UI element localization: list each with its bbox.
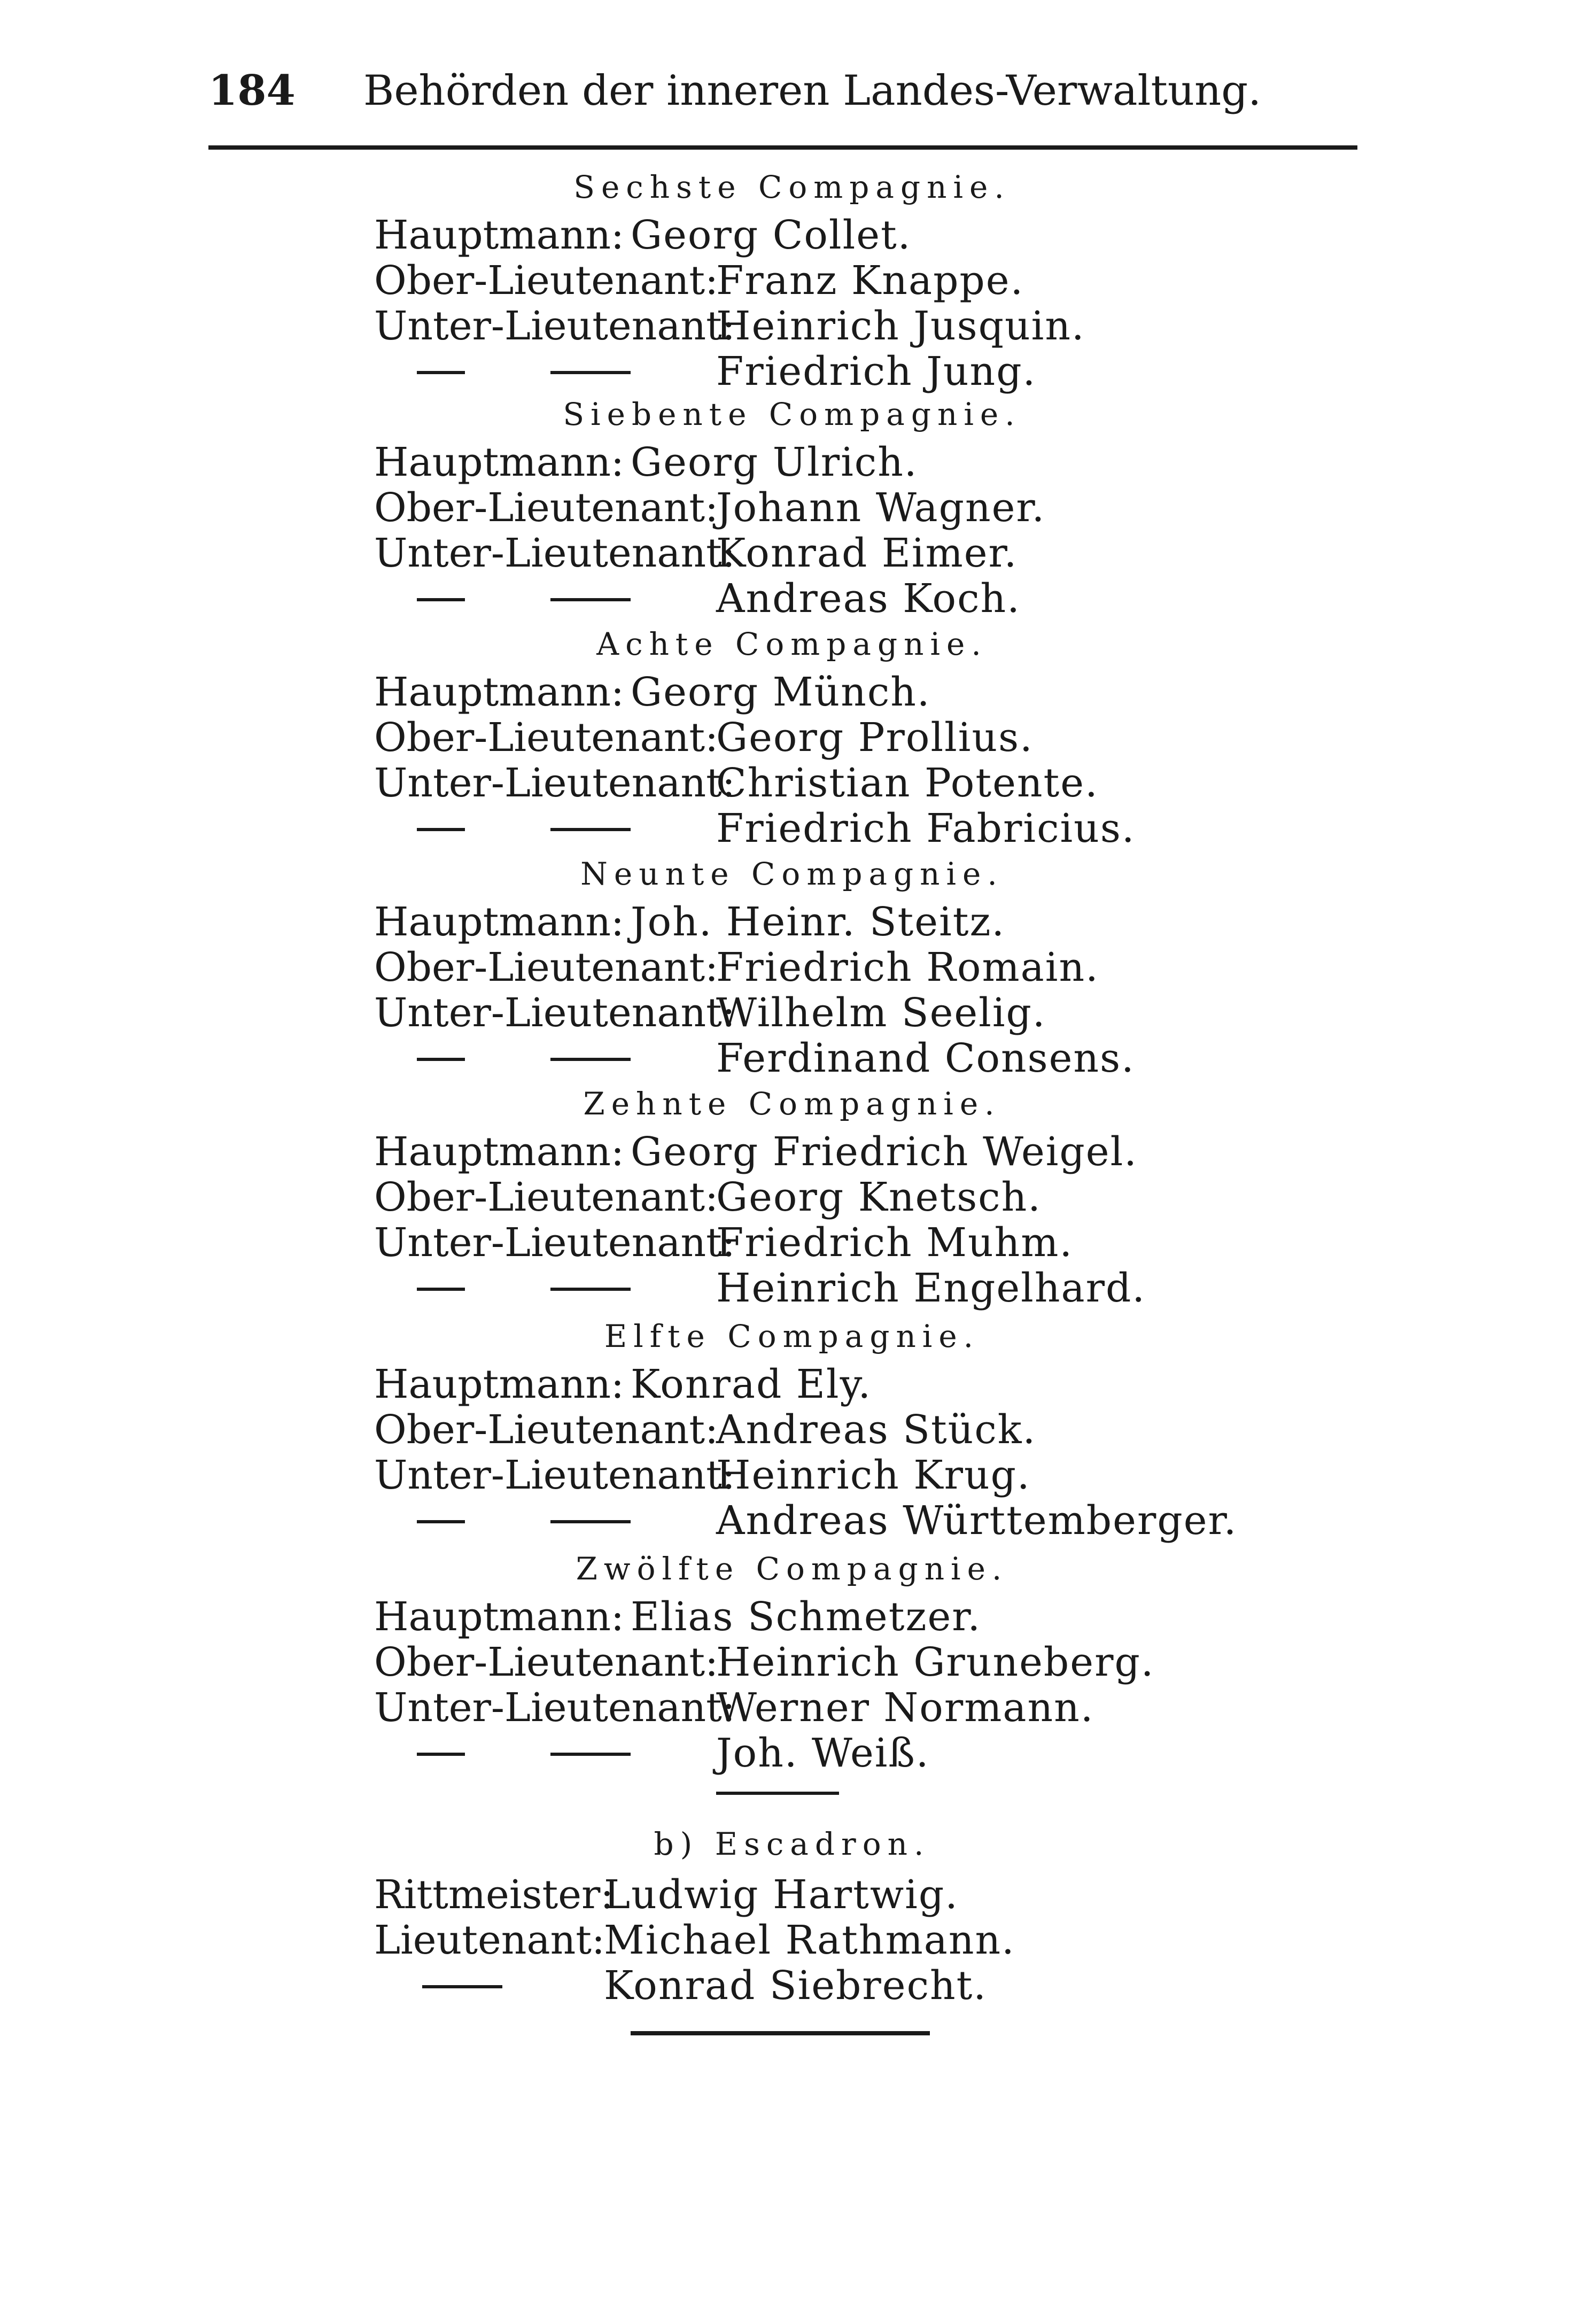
rank-label: Unter-Lieutenant:	[374, 760, 735, 806]
hauptmann-row	[374, 898, 1443, 946]
rank-label: Ober-Lieutenant:	[374, 1639, 719, 1685]
officer-name: Georg Collet.	[631, 212, 912, 258]
oberlieutenant-row	[374, 257, 1443, 305]
unterlieutenant-row	[374, 302, 1443, 350]
ditto-dash	[550, 1288, 631, 1291]
page-header	[208, 61, 1373, 120]
rank-label: Ober-Lieutenant:	[374, 485, 719, 531]
second-lieutenant-row	[374, 1962, 1443, 2010]
second-unterlieutenant-row	[374, 1034, 1443, 1082]
officer-name: Ferdinand Consens.	[716, 1035, 1135, 1081]
oberlieutenant-row	[374, 1173, 1443, 1221]
officer-name: Andreas Stück.	[716, 1407, 1037, 1453]
second-unterlieutenant-row	[374, 1264, 1443, 1312]
section-title: Zwölfte Compagnie.	[576, 1551, 1008, 1587]
ditto-dash	[550, 828, 631, 831]
rank-label: Hauptmann:	[374, 439, 624, 485]
officer-name: Ludwig Hartwig.	[604, 1872, 959, 1918]
rank-label: Ober-Lieutenant:	[374, 715, 719, 761]
hauptmann-row	[374, 668, 1443, 716]
officer-name: Joh. Heinr. Steitz.	[631, 899, 1006, 945]
second-unterlieutenant-row	[374, 347, 1443, 396]
ditto-dash	[417, 1520, 465, 1523]
rank-label: Ober-Lieutenant:	[374, 258, 719, 304]
officer-name: Heinrich Krug.	[716, 1452, 1031, 1498]
unterlieutenant-row	[374, 1219, 1443, 1267]
officer-name: Friedrich Fabricius.	[716, 805, 1136, 851]
rank-label: Hauptmann:	[374, 1594, 624, 1640]
section-divider	[716, 1792, 839, 1795]
rank-label: Unter-Lieutenant:	[374, 1452, 735, 1498]
rank-label: Hauptmann:	[374, 212, 624, 258]
section-title: Achte Compagnie.	[596, 626, 988, 662]
ditto-dash	[550, 1058, 631, 1061]
hauptmann-row	[374, 1593, 1443, 1641]
officer-name: Andreas Koch.	[716, 576, 1021, 622]
hauptmann-row	[374, 1360, 1443, 1408]
section-title: Sechste Compagnie.	[573, 169, 1011, 205]
ditto-dash	[417, 1058, 465, 1061]
officer-name: Johann Wagner.	[716, 485, 1046, 531]
officer-name: Heinrich Gruneberg.	[716, 1639, 1155, 1685]
officer-name: Friedrich Muhm.	[716, 1220, 1073, 1266]
ditto-dash	[550, 1753, 631, 1756]
second-unterlieutenant-row	[374, 1497, 1443, 1545]
officer-name: Heinrich Jusquin.	[716, 303, 1085, 349]
unterlieutenant-row	[374, 1451, 1443, 1499]
hauptmann-row	[374, 1128, 1443, 1176]
second-unterlieutenant-row	[374, 1729, 1443, 1777]
ditto-dash	[417, 1753, 465, 1756]
rank-label: Ober-Lieutenant:	[374, 1407, 719, 1453]
oberlieutenant-row	[374, 1406, 1443, 1454]
officer-name: Georg Münch.	[631, 669, 931, 715]
rank-label: Ober-Lieutenant:	[374, 944, 719, 990]
end-rule	[631, 2031, 930, 2035]
section-title: Elfte Compagnie.	[604, 1318, 980, 1354]
unterlieutenant-row	[374, 529, 1443, 577]
ditto-dash	[417, 371, 465, 374]
ditto-dash	[417, 828, 465, 831]
officer-name: Konrad Siebrecht.	[604, 1963, 987, 2009]
section-title: Zehnte Compagnie.	[583, 1086, 1001, 1122]
rank-label: Hauptmann:	[374, 669, 624, 715]
officer-name: Christian Potente.	[716, 760, 1099, 806]
officer-name: Georg Ulrich.	[631, 439, 918, 485]
running-head: Behörden der inneren Landes-Verwaltung.	[363, 67, 1262, 115]
rank-label: Unter-Lieutenant:	[374, 1685, 735, 1731]
ditto-dash	[417, 598, 465, 601]
rank-label: Unter-Lieutenant:	[374, 1220, 735, 1266]
rank-label: Unter-Lieutenant:	[374, 530, 735, 576]
officer-name: Werner Normann.	[716, 1685, 1094, 1731]
section-title: Neunte Compagnie.	[580, 856, 1004, 892]
officer-name: Joh. Weiß.	[716, 1730, 930, 1776]
rank-label: Hauptmann:	[374, 1361, 624, 1407]
ditto-dash	[422, 1985, 502, 1988]
rank-label: Unter-Lieutenant:	[374, 303, 735, 349]
officer-name: Franz Knappe.	[716, 258, 1024, 304]
oberlieutenant-row	[374, 714, 1443, 762]
hauptmann-row	[374, 438, 1443, 486]
rank-label: Rittmeister:	[374, 1872, 614, 1918]
ditto-dash	[550, 371, 631, 374]
unterlieutenant-row	[374, 759, 1443, 807]
officer-name: Michael Rathmann.	[604, 1917, 1015, 1963]
rank-label: Lieutenant:	[374, 1917, 605, 1963]
officer-name: Georg Prollius.	[716, 715, 1034, 761]
rank-label: Unter-Lieutenant:	[374, 990, 735, 1036]
second-unterlieutenant-row	[374, 804, 1443, 853]
rittmeister-row	[374, 1871, 1443, 1919]
oberlieutenant-row	[374, 943, 1443, 991]
page-number: 184	[208, 66, 296, 115]
officer-name: Heinrich Engelhard.	[716, 1265, 1146, 1311]
second-unterlieutenant-row	[374, 575, 1443, 623]
officer-name: Konrad Eimer.	[716, 530, 1018, 576]
header-rule	[208, 145, 1357, 150]
unterlieutenant-row	[374, 989, 1443, 1037]
section-title: b) Escadron.	[654, 1826, 930, 1862]
hauptmann-row	[374, 211, 1443, 259]
ditto-dash	[550, 598, 631, 601]
oberlieutenant-row	[374, 484, 1443, 532]
ditto-dash	[417, 1288, 465, 1291]
officer-name: Friedrich Romain.	[716, 944, 1099, 990]
oberlieutenant-row	[374, 1638, 1443, 1686]
officer-name: Elias Schmetzer.	[631, 1594, 982, 1640]
officer-name: Wilhelm Seelig.	[716, 990, 1046, 1036]
officer-name: Andreas Württemberger.	[716, 1498, 1238, 1544]
lieutenant-row	[374, 1916, 1443, 1964]
officer-name: Georg Knetsch.	[716, 1174, 1042, 1220]
rank-label: Hauptmann:	[374, 899, 624, 945]
officer-name: Friedrich Jung.	[716, 348, 1037, 394]
section-title: Siebente Compagnie.	[563, 396, 1021, 432]
officer-name: Georg Friedrich Weigel.	[631, 1129, 1138, 1175]
rank-label: Hauptmann:	[374, 1129, 624, 1175]
rank-label: Ober-Lieutenant:	[374, 1174, 719, 1220]
ditto-dash	[550, 1520, 631, 1523]
unterlieutenant-row	[374, 1684, 1443, 1732]
officer-name: Konrad Ely.	[631, 1361, 872, 1407]
